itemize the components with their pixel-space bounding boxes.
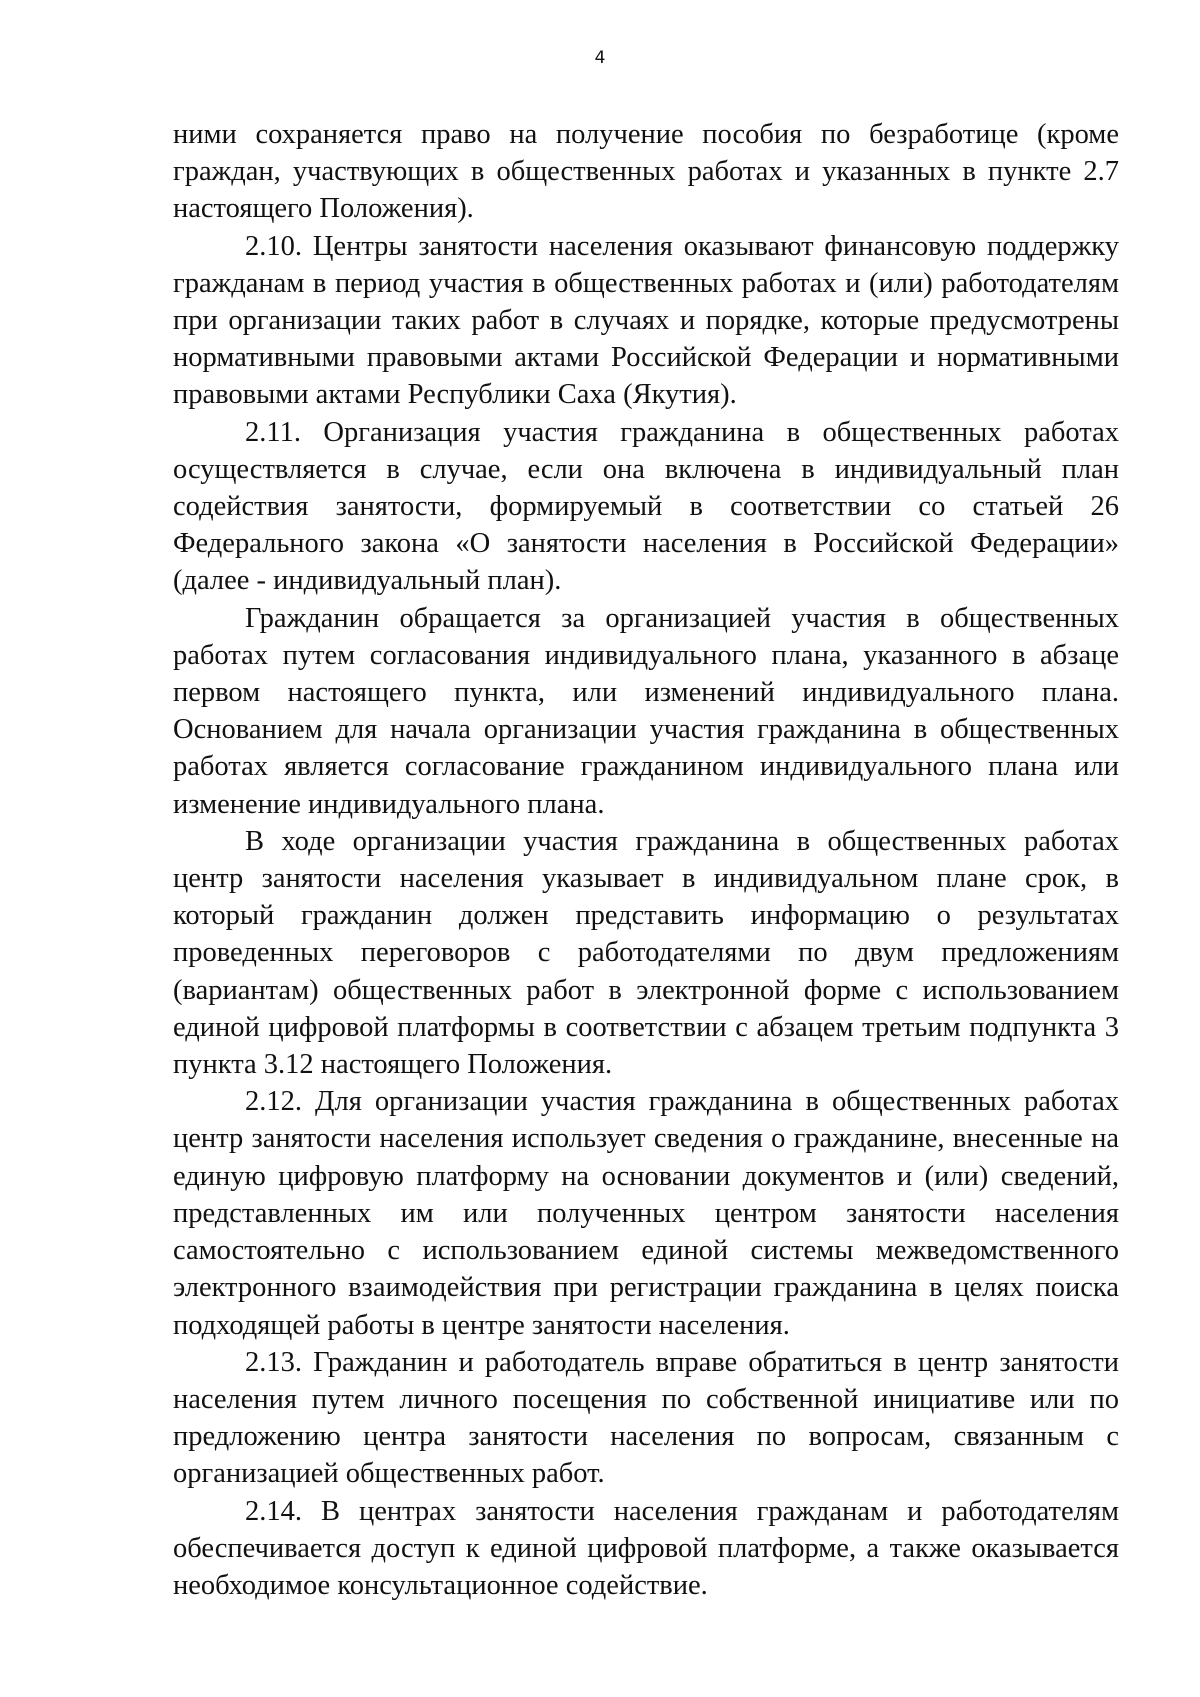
page-number: 4 <box>594 48 606 68</box>
paragraph-2-11-second: Гражданин обращается за организацией участия в общественных работах путем согласования индивидуального плана, указанного в абзаце первом настоящего пункта, или изменений индивидуального плана. Основанием для начала организации участия гражданина в общественных работах является согласование гражданином индивидуального плана или изменение индивидуального плана. <box>173 602 1119 820</box>
paragraph-continuation: ними сохраняется право на получение пособия по безработице (кроме граждан, участвующих в общественных работах и указанных в пункте 2.7 настоящего Положения). <box>173 119 1119 225</box>
paragraph-2-11: 2.11. Организация участия гражданина в общественных работах осуществляется в случае, если она включена в индивидуальный план содействия занятости, формируемый в соответствии со статьей 26 Федерального закона «О занятости населения в Российской Федерации» (далее - индивидуальный план). <box>173 416 1119 597</box>
paragraph-2-10: 2.10. Центры занятости населения оказывают финансовую поддержку гражданам в период участия в общественных работах и (или) работодателям при организации таких работ в случаях и порядке, которые предусмотрены нормативными правовыми актами Российской Федерации и нормативными правовыми актами Республики Саха (Якутия). <box>173 230 1119 411</box>
paragraph-2-12: 2.12. Для организации участия гражданина в общественных работах центр занятости населения использует сведения о гражданине, внесенные на единую цифровую платформу на основании документов и (или) сведений, представленных им или полученных центром занятости населения самостоятельно с использованием единой системы межведомственного электронного взаимодействия при регистрации гражданина в целях поиска подходящей работы в центре занятости населения. <box>173 1086 1119 1341</box>
paragraph-2-14: 2.14. В центрах занятости населения гражданам и работодателям обеспечивается доступ к единой цифровой платформе, а также оказывается необходимое консультационное содействие. <box>173 1495 1119 1601</box>
paragraph-2-13: 2.13. Гражданин и работодатель вправе обратиться в центр занятости населения путем личного посещения по собственной инициативе или по предложению центра занятости населения по вопросам, связанным с организацией общественных работ. <box>173 1346 1119 1490</box>
paragraph-2-11-third: В ходе организации участия гражданина в общественных работах центр занятости населения указывает в индивидуальном плане срок, в который гражданин должен представить информацию о результатах проведенных переговоров с работодателями по двум предложениям (вариантам) общественных работ в электронной форме с использованием единой цифровой платформы в соответствии с абзацем третьим подпункта 3 пункта 3.12 настоящего Положения. <box>173 825 1119 1081</box>
document-body <box>173 116 1119 1604</box>
